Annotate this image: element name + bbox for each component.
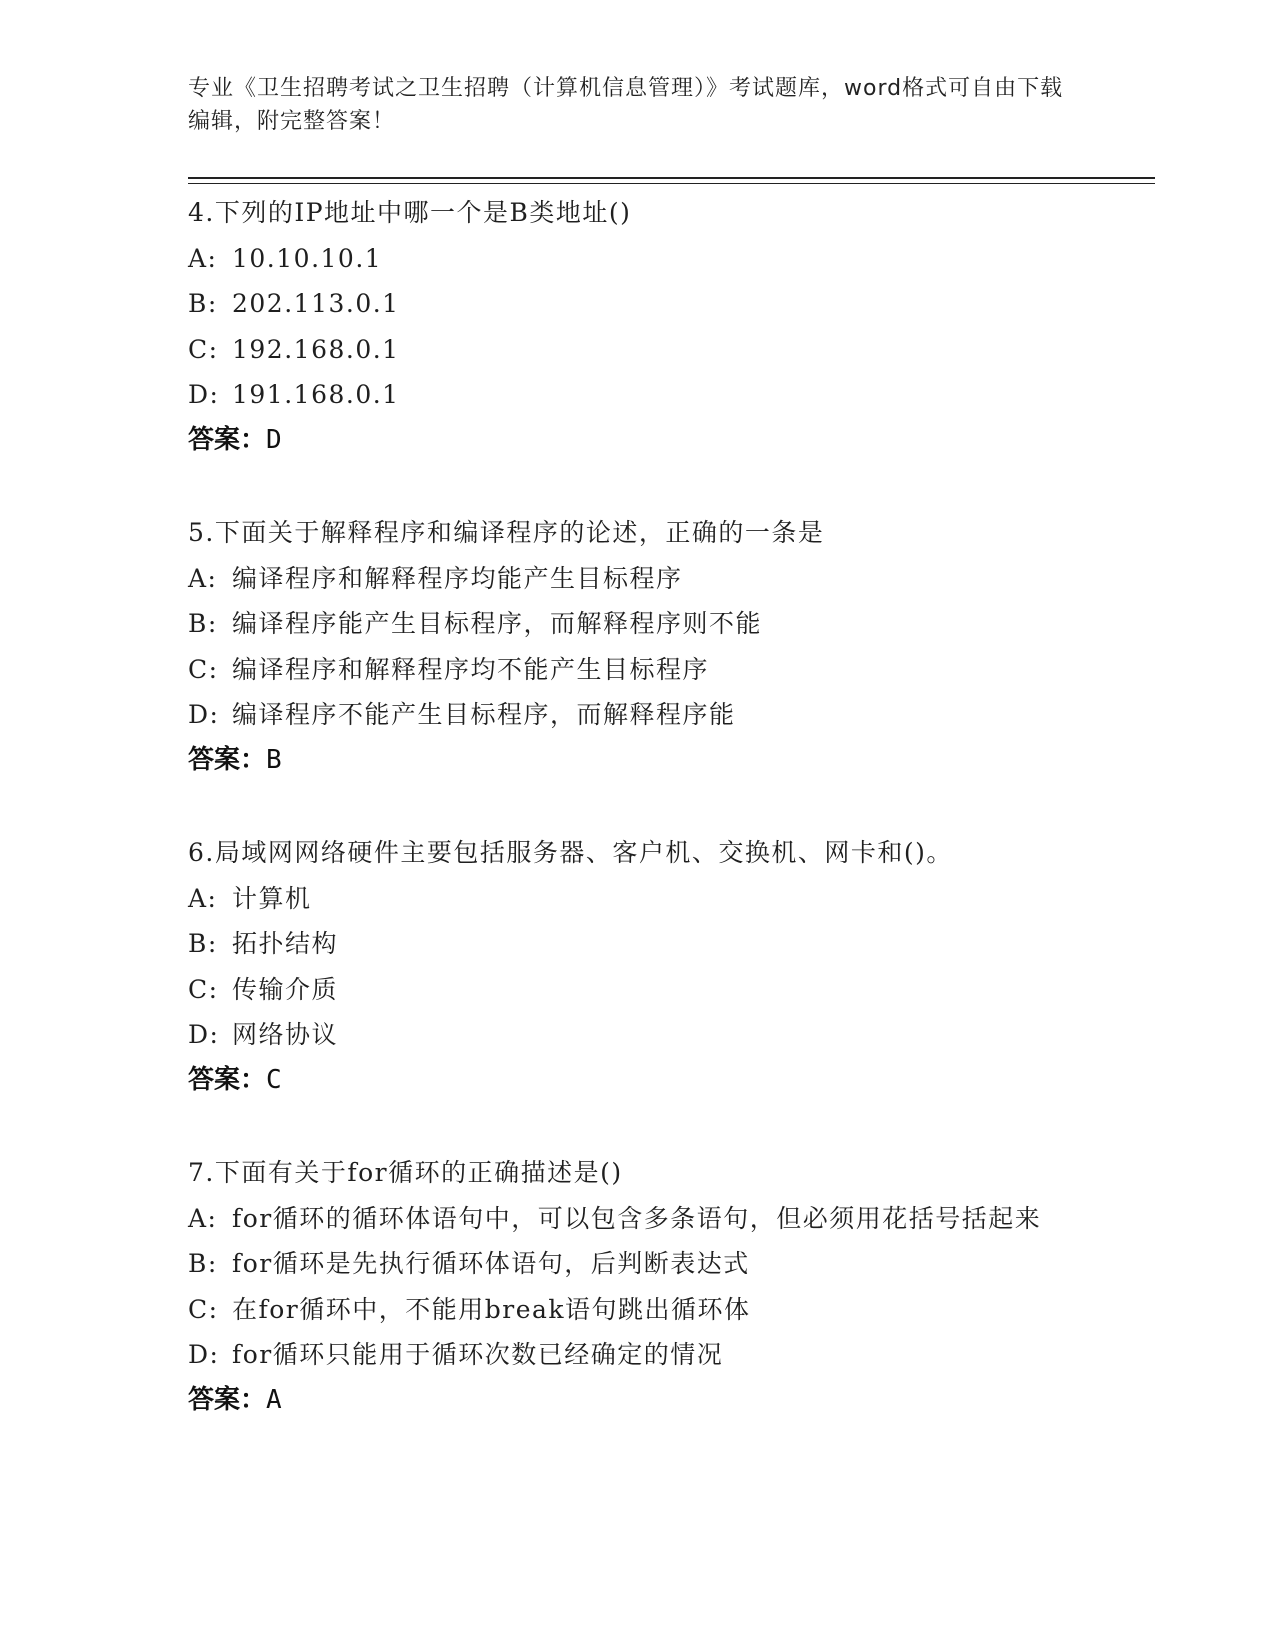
answer-line bbox=[188, 738, 1088, 784]
answer-line bbox=[188, 1378, 1088, 1424]
question-item bbox=[188, 1150, 1088, 1423]
option-text: for循环的循环体语句中，可以包含多条语句，但必须用花括号括起来 bbox=[232, 1203, 1042, 1233]
question-item bbox=[188, 510, 1088, 783]
question-list bbox=[188, 190, 1088, 1470]
option-letter: B: bbox=[188, 929, 218, 958]
answer-line bbox=[188, 418, 1088, 464]
option-letter: D: bbox=[188, 380, 220, 409]
option-letter: A: bbox=[188, 883, 218, 913]
question-item bbox=[188, 830, 1088, 1103]
option-text: 编译程序不能产生目标程序，而解释程序能 bbox=[232, 700, 736, 729]
option-d bbox=[188, 372, 1088, 418]
option-text: 202.113.0.1 bbox=[232, 289, 400, 318]
option-letter: C: bbox=[188, 1294, 219, 1324]
option-text: 编译程序和解释程序均能产生目标程序 bbox=[232, 563, 683, 593]
question-stem: 5.下面关于解释程序和编译程序的论述，正确的一条是 bbox=[188, 518, 825, 547]
option-text: 在for循环中，不能用break语句跳出循环体 bbox=[232, 1294, 751, 1324]
answer-value: A bbox=[266, 1384, 282, 1415]
option-c bbox=[188, 327, 1088, 373]
option-letter: A: bbox=[188, 243, 218, 273]
header-divider-thin bbox=[188, 183, 1155, 184]
option-text: 编译程序和解释程序均不能产生目标程序 bbox=[232, 654, 710, 684]
option-a bbox=[188, 556, 1088, 602]
option-letter: D: bbox=[188, 1020, 220, 1049]
option-letter: D: bbox=[188, 1340, 220, 1369]
answer-label: 答案： bbox=[188, 1064, 267, 1095]
option-letter: B: bbox=[188, 289, 218, 318]
option-d bbox=[188, 1332, 1088, 1378]
question-stem: 6.局域网网络硬件主要包括服务器、客户机、交换机、网卡和()。 bbox=[188, 838, 953, 867]
answer-value: B bbox=[266, 744, 282, 775]
question-stem: 7.下面有关于for循环的正确描述是() bbox=[188, 1158, 623, 1187]
option-text: 计算机 bbox=[232, 883, 312, 913]
option-b bbox=[188, 1241, 1088, 1287]
option-b bbox=[188, 601, 1088, 647]
header-divider-thick bbox=[188, 177, 1155, 179]
option-text: 传输介质 bbox=[232, 974, 339, 1004]
option-c bbox=[188, 1287, 1088, 1333]
option-letter: C: bbox=[188, 654, 219, 684]
option-letter: C: bbox=[188, 974, 219, 1004]
answer-label: 答案： bbox=[188, 1384, 267, 1415]
option-letter: C: bbox=[188, 334, 219, 364]
option-letter: D: bbox=[188, 700, 220, 729]
answer-value: C bbox=[266, 1064, 282, 1095]
option-text: 191.168.0.1 bbox=[232, 380, 400, 409]
option-letter: B: bbox=[188, 1249, 218, 1278]
option-c bbox=[188, 647, 1088, 693]
option-d bbox=[188, 1012, 1088, 1058]
option-text: for循环只能用于循环次数已经确定的情况 bbox=[232, 1340, 724, 1369]
option-letter: A: bbox=[188, 563, 218, 593]
option-b bbox=[188, 921, 1088, 967]
option-a bbox=[188, 236, 1088, 282]
option-a bbox=[188, 876, 1088, 922]
option-d bbox=[188, 692, 1088, 738]
document-header: 专业《卫生招聘考试之卫生招聘（计算机信息管理）》考试题库，word格式可自由下载编辑，附完整答案！ bbox=[188, 76, 1064, 134]
option-text: 192.168.0.1 bbox=[232, 334, 400, 364]
option-b bbox=[188, 281, 1088, 327]
option-text: for循环是先执行循环体语句，后判断表达式 bbox=[232, 1249, 750, 1278]
option-a bbox=[188, 1196, 1088, 1242]
option-letter: A: bbox=[188, 1203, 218, 1233]
option-text: 网络协议 bbox=[232, 1020, 339, 1049]
option-letter: B: bbox=[188, 609, 218, 638]
option-text: 拓扑结构 bbox=[232, 929, 339, 958]
question-item bbox=[188, 190, 1088, 463]
option-c bbox=[188, 967, 1088, 1013]
answer-value: D bbox=[266, 424, 282, 455]
answer-label: 答案： bbox=[188, 424, 267, 455]
option-text: 编译程序能产生目标程序，而解释程序则不能 bbox=[232, 609, 763, 638]
answer-label: 答案： bbox=[188, 744, 267, 775]
answer-line bbox=[188, 1058, 1088, 1104]
question-stem: 4.下列的IP地址中哪一个是B类地址() bbox=[188, 198, 632, 227]
option-text: 10.10.10.1 bbox=[232, 243, 383, 273]
